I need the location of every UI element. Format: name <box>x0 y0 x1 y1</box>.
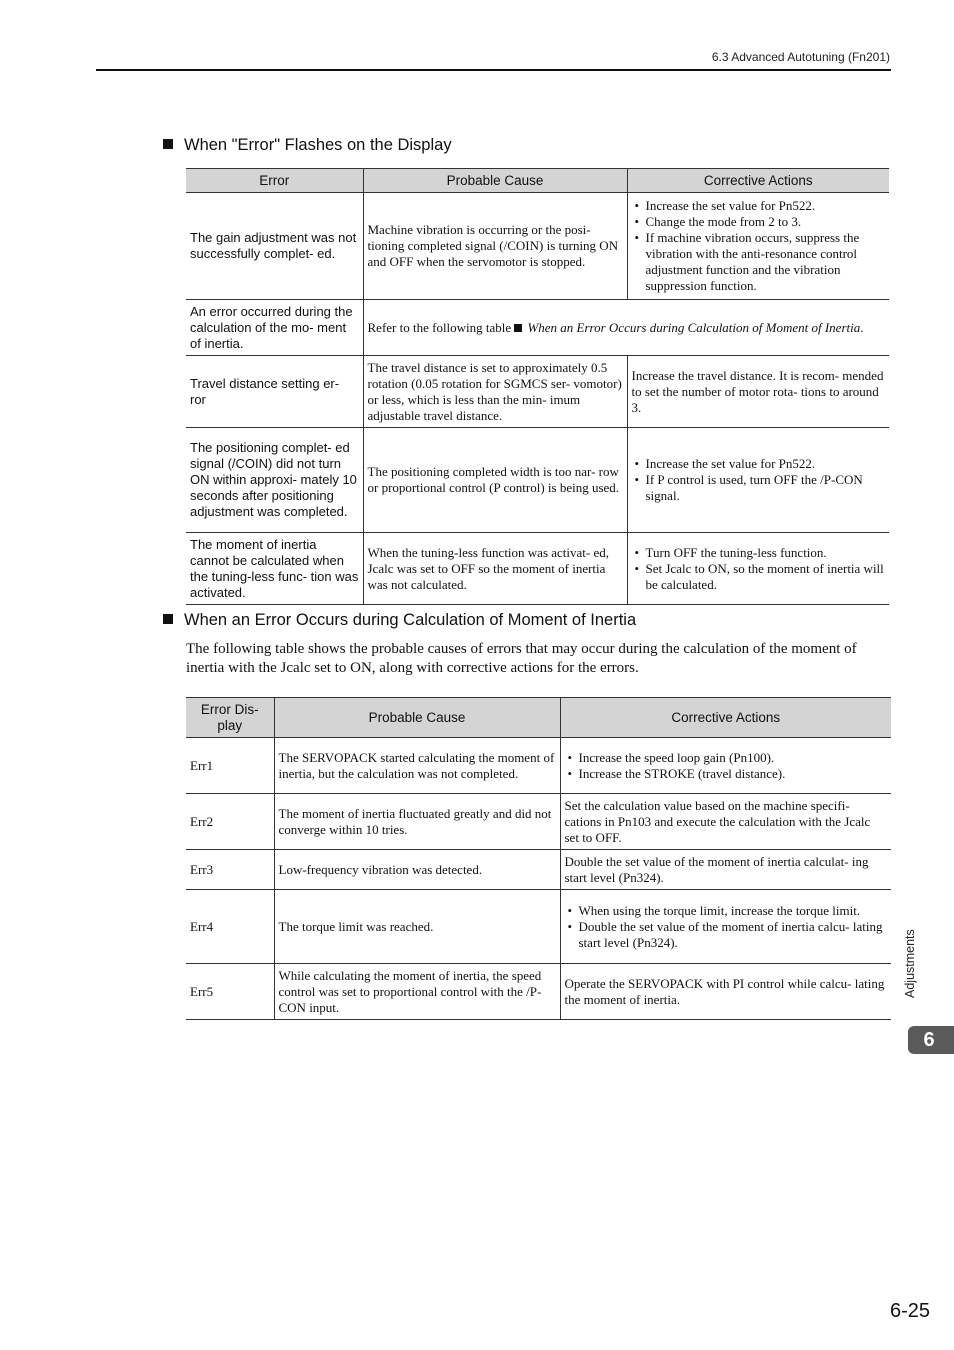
error-cell: The gain adjustment was not successfully complet- ed. <box>186 193 363 300</box>
column-header: Corrective Actions <box>627 169 889 193</box>
actions-cell <box>560 890 891 964</box>
square-bullet-icon <box>514 324 522 332</box>
running-header: 6.3 Advanced Autotuning (Fn201) <box>711 50 890 64</box>
page-number: 6-25 <box>889 1300 930 1322</box>
inertia-error-table <box>186 697 891 1020</box>
cause-cell: The positioning completed width is too nar- row or proportional control (P control) is being used. <box>363 428 627 533</box>
table-row <box>186 890 891 964</box>
list-item: • Increase the set value for Pn522. <box>632 198 886 214</box>
reference-prefix: Refer to the following table <box>367 319 515 335</box>
reference-suffix: . <box>860 319 864 335</box>
header-rule <box>96 69 891 71</box>
actions-cell <box>627 533 889 605</box>
column-header: Error <box>186 169 363 193</box>
list-item: • Turn OFF the tuning-less function. <box>632 545 886 561</box>
intro-paragraph: The following table shows the probable causes of errors that may occur during the calculation of the moment of inertia with the Jcalc set to ON, along with corrective actions for the errors. <box>186 641 857 676</box>
error-cell: Travel distance setting er- ror <box>186 356 363 428</box>
cause-cell: Low-frequency vibration was detected. <box>274 850 560 890</box>
list-item: • Increase the STROKE (travel distance). <box>565 766 888 782</box>
table-row <box>186 356 889 428</box>
list-item: • Increase the speed loop gain (Pn100). <box>565 750 888 766</box>
error-cell: The moment of inertia cannot be calculated when the tuning-less func- tion was activated. <box>186 533 363 605</box>
actions-cell <box>627 428 889 533</box>
list-item: • Increase the set value for Pn522. <box>632 456 886 472</box>
list-item: • Set Jcalc to ON, so the moment of inertia will be calculated. <box>632 561 886 593</box>
cause-cell: Machine vibration is occurring or the posi- tioning completed signal (/COIN) is turning ON and OFF when the servomotor is stopped. <box>363 193 627 300</box>
error-code-cell: Err3 <box>186 850 274 890</box>
table-header-row <box>186 169 889 193</box>
actions-cell: Increase the travel distance. It is recom- mended to set the number of motor rota- tions to around 3. <box>627 356 889 428</box>
error-code-cell: Err1 <box>186 738 274 794</box>
table-row <box>186 533 889 605</box>
error-cell: An error occurred during the calculation of the mo- ment of inertia. <box>186 300 363 356</box>
table-row <box>186 428 889 533</box>
list-item: • Change the mode from 2 to 3. <box>632 214 886 230</box>
square-bullet-icon <box>163 139 173 149</box>
actions-cell <box>627 193 889 300</box>
error-flash-table <box>186 168 889 605</box>
error-code-cell: Err5 <box>186 964 274 1020</box>
actions-cell <box>560 738 891 794</box>
actions-cell: Double the set value of the moment of inertia calculat- ing start level (Pn324). <box>560 850 891 890</box>
table-row <box>186 794 891 850</box>
list-item: • If machine vibration occurs, suppress the vibration with the anti-resonance control adjustment function and the vibration suppression function. <box>632 230 886 294</box>
reference-link-text: When an Error Occurs during Calculation of Moment of Inertia <box>527 319 861 335</box>
cause-cell: The moment of inertia fluctuated greatly and did not converge within 10 tries. <box>274 794 560 850</box>
section-heading-inertia-error <box>163 611 636 630</box>
cause-cell: While calculating the moment of inertia, the speed control was set to proportional control with the /P-CON input. <box>274 964 560 1020</box>
table-row <box>186 738 891 794</box>
list-item: • When using the torque limit, increase the torque limit. <box>565 903 888 919</box>
chapter-tab: 6 <box>908 1026 954 1054</box>
cause-cell: The travel distance is set to approximately 0.5 rotation (0.05 rotation for SGMCS ser- vomotor) or less, which is less than the min- imum adjustable travel distance. <box>363 356 627 428</box>
table-row <box>186 964 891 1020</box>
merged-reference-cell <box>363 300 889 356</box>
chapter-side-label <box>903 920 923 1000</box>
cause-cell: When the tuning-less function was activat- ed, Jcalc was set to OFF so the moment of inertia was not calculated. <box>363 533 627 605</box>
table-row <box>186 850 891 890</box>
error-code-cell: Err4 <box>186 890 274 964</box>
column-header: Corrective Actions <box>560 698 891 738</box>
column-header: Error Dis- play <box>186 698 274 738</box>
cause-cell: The SERVOPACK started calculating the moment of inertia, but the calculation was not completed. <box>274 738 560 794</box>
table-row <box>186 300 889 356</box>
error-code-cell: Err2 <box>186 794 274 850</box>
list-item: • Double the set value of the moment of inertia calcu- lating start level (Pn324). <box>565 919 888 951</box>
table-header-row <box>186 698 891 738</box>
column-header: Probable Cause <box>274 698 560 738</box>
section-heading-text: When an Error Occurs during Calculation of Moment of Inertia <box>184 611 637 629</box>
section-heading-text: When "Error" Flashes on the Display <box>184 136 452 154</box>
table-row <box>186 193 889 300</box>
chapter-side-label-text: Adjustments <box>903 929 917 998</box>
square-bullet-icon <box>163 614 173 624</box>
error-cell: The positioning complet- ed signal (/COIN) did not turn ON within approxi- mately 10 seconds after positioning adjustment was completed. <box>186 428 363 533</box>
cause-cell: The torque limit was reached. <box>274 890 560 964</box>
list-item: • If P control is used, turn OFF the /P-CON signal. <box>632 472 886 504</box>
actions-cell: Operate the SERVOPACK with PI control while calcu- lating the moment of inertia. <box>560 964 891 1020</box>
section-heading-error-flashes <box>163 136 452 155</box>
actions-cell: Set the calculation value based on the machine specifi- cations in Pn103 and execute the calculation with the Jcalc set to OFF. <box>560 794 891 850</box>
column-header: Probable Cause <box>363 169 627 193</box>
